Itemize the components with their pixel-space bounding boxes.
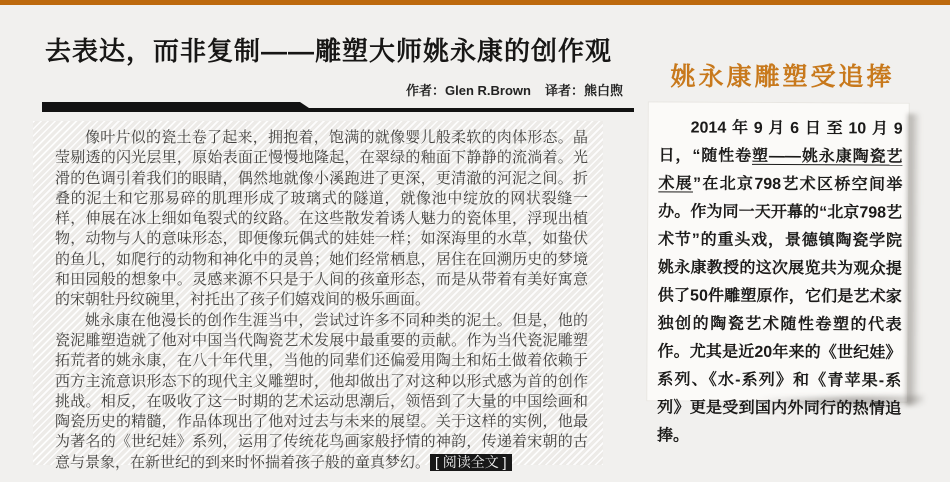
news-card [646, 101, 910, 445]
translator-name: 熊白煦 [583, 83, 623, 98]
article-paragraph-2-text: 姚永康在他漫长的创作生涯当中，尝试过许多不同种类的泥土。但是，他的瓷泥雕塑造就了他对中国当代陶瓷艺术发展中最重要的贡献。作为当代瓷泥雕塑拓荒者的姚永康，在八十年代里，当他的同辈们还偏爱用陶土和炻土做着依赖于西方主流意识形态下的现代主义雕塑时，他却做出了对这种以形式感为首的创作挑战。相反，在吸收了这一时期的艺术运动思潮后，领悟到了大量的中国绘画和陶瓷历史的精髓，作品体现出了他对过去与未来的展望。关于这样的实例，他最为著名的《世纪娃》系列，运用了传统花鸟画家般抒情的神韵，传递着宋朝的古意与景象，在新世纪的到来时怀揣着孩子般的童真梦幻。 [55, 311, 588, 471]
exhibition-link[interactable]: 塑——姚永康陶瓷艺术展 [658, 147, 903, 193]
rule-thick-segment [42, 102, 315, 112]
article-paragraph-1: 像叶片似的瓷土卷了起来，拥抱着，饱满的就像婴儿般柔软的肉体形态。晶莹剔透的闪光层里，原始表面正慢慢地隆起，在翠绿的釉面下静静的流淌着。光滑的色调引着我们的眼睛，偶然地就像小溪跑进了更深，更清澈的河泥之间。折叠的泥土和它那易碎的肌理形成了玻璃式的隧道，就像池中绽放的网状裂缝一样，伸展在冰上细如龟裂式的纹路。在这些散发着诱人魅力的瓷体里，浮现出植物，动物与人的意味形态，即便像玩偶式的娃娃一样；如深海里的水草，如蛰伏的鱼儿，如爬行的动物和神化中的灵兽；她们经常栖息，居住在回溯历史的梦境和田园般的想象中。灵感来源不只是于人间的孩童形态，而是从带着有美好寓意的宋朝牡丹纹碗里，衬托出了孩子们嬉戏间的极乐画面。 [55, 129, 588, 309]
sidebar-title: 姚永康雕塑受追捧 [670, 63, 895, 91]
news-card-text [657, 114, 903, 451]
article-body-panel [33, 121, 603, 471]
translator-label: 译者： [544, 83, 584, 98]
top-accent-bar [0, 0, 950, 5]
read-more-link[interactable]: [ 阅读全文 ] [430, 454, 512, 471]
article-column [18, 34, 638, 471]
article-paragraph-2 [55, 311, 588, 473]
news-text-after-link: ”在北京798艺术区桥空间举办。作为同一天开幕的“北京798艺术节”的重头戏，景德镇陶瓷学院姚永康教授的这次展览共为观众提供了50件雕塑原作，它们是艺术家独创的陶瓷艺术随性卷塑的代表作。尤其是近20年来的《世纪娃》系列、《水-系列》和《青苹果-系列》更是受到国内外同行的热情追捧。 [656, 175, 903, 445]
byline [18, 80, 638, 99]
author-name: Glen R.Brown [445, 83, 531, 98]
author-label: 作者： [406, 83, 446, 98]
sidebar-column [645, 62, 920, 445]
article-title: 去表达，而非复制——雕塑大师姚永康的创作观 [45, 36, 613, 66]
title-underline-rule [42, 102, 634, 112]
news-text-before-link: 2014年9月6日至10月9日，“随性卷 [658, 119, 903, 165]
